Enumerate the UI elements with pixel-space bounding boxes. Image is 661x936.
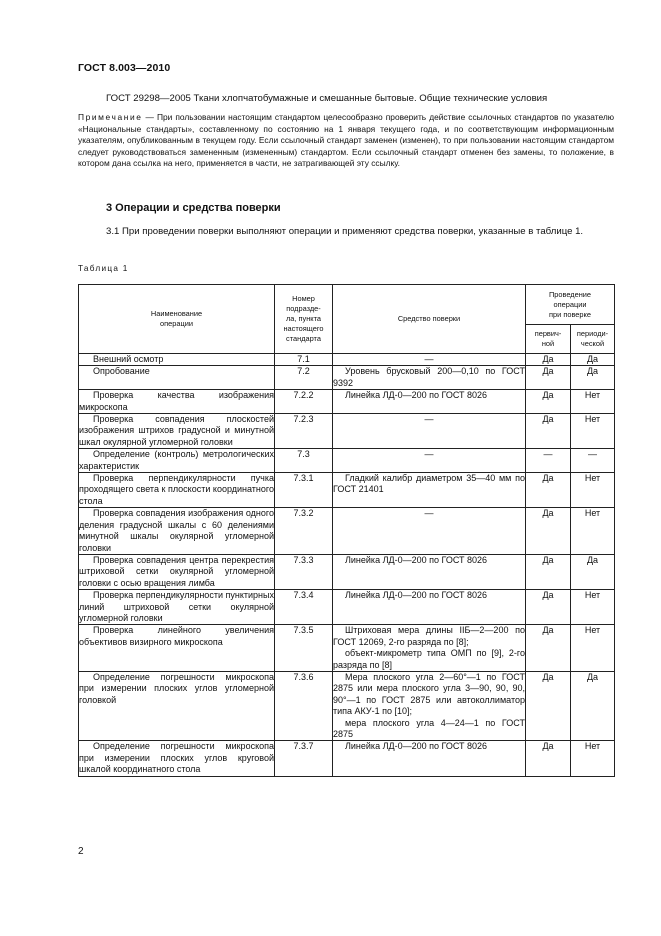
cell-operation — [79, 390, 275, 414]
cell-operation — [79, 554, 275, 589]
means-line: объект-микрометр типа ОМП по [9], 2-го разряда по [8] — [333, 648, 525, 670]
means-line: Мера плоского угла 2—60°—1 по ГОСТ 2875 или мера плоского угла 3—90, 90, 90, 90°—1 по ГОСТ 2875 или автоколлиматор типа АКУ-1 по [10]; — [333, 671, 525, 717]
table-row — [79, 590, 615, 625]
cell-means — [333, 625, 526, 672]
verification-table — [78, 284, 615, 777]
cell-means — [333, 590, 526, 625]
header-periodic-text: периоди- ческой — [576, 329, 609, 348]
header-conduct — [526, 285, 615, 325]
cell-periodic: — — [571, 449, 615, 473]
table-row — [79, 354, 615, 366]
cell-number: 7.3.1 — [275, 473, 333, 508]
cell-periodic: Нет — [571, 741, 615, 776]
cell-periodic: Да — [571, 671, 615, 740]
cell-number: 7.2.2 — [275, 390, 333, 414]
cell-means — [333, 554, 526, 589]
cell-primary: Да — [526, 671, 571, 740]
operation-text: Проверка перпендикулярности пучка проходящего света к плоскости координатного стола — [79, 473, 274, 506]
cell-number: 7.3.6 — [275, 671, 333, 740]
cell-primary: Да — [526, 554, 571, 589]
table-row — [79, 508, 615, 555]
header-primary — [526, 325, 571, 354]
means-line: Гладкий калибр диаметром 35—40 мм по ГОСТ 21401 — [333, 473, 525, 495]
header-primary-text: первич- ной — [534, 329, 562, 348]
cell-means — [333, 449, 526, 473]
cell-periodic: Нет — [571, 590, 615, 625]
cell-primary: Да — [526, 414, 571, 449]
cell-means — [333, 508, 526, 555]
operation-text: Проверка совпадения изображения одного деления градусной шкалы с 60 делениями минутной шкалы окулярной угломерной головки — [79, 508, 274, 553]
cell-operation — [79, 414, 275, 449]
cell-primary: Да — [526, 390, 571, 414]
cell-operation — [79, 508, 275, 555]
table-row — [79, 366, 615, 390]
cell-operation — [79, 366, 275, 390]
header-number-text: Номер подразде- ла, пункта настоящего стандарта — [283, 294, 324, 343]
means-line: мера плоского угла 4—24—1 по ГОСТ 2875 — [333, 717, 525, 739]
page-number: 2 — [78, 846, 84, 857]
header-conduct-text: Проведение операции при поверке — [548, 289, 592, 319]
note-label: Примечание — [78, 112, 143, 122]
table-row — [79, 449, 615, 473]
table-row — [79, 671, 615, 740]
cell-primary: Да — [526, 590, 571, 625]
cell-periodic: Да — [571, 366, 615, 390]
cell-means — [333, 354, 526, 366]
operation-text: Внешний осмотр — [93, 354, 164, 364]
means-line: Линейка ЛД-0—200 по ГОСТ 8026 — [345, 590, 488, 601]
intro-paragraph: 3.1 При проведении поверки выполняют операции и применяют средства поверки, указанные в таблице 1. — [106, 226, 584, 237]
cell-number: 7.3.4 — [275, 590, 333, 625]
cell-number: 7.2.3 — [275, 414, 333, 449]
document-header: ГОСТ 8.003—2010 — [78, 62, 171, 74]
cell-periodic: Да — [571, 354, 615, 366]
cell-operation — [79, 473, 275, 508]
table-caption: Таблица 1 — [78, 264, 129, 273]
cell-operation — [79, 741, 275, 776]
operation-text: Проверка линейного увеличения объективов визирного микроскопа — [79, 625, 274, 647]
header-operation — [79, 285, 275, 354]
cell-number: 7.3.5 — [275, 625, 333, 672]
cell-operation — [79, 671, 275, 740]
cell-periodic: Нет — [571, 508, 615, 555]
reference-standard: ГОСТ 29298—2005 Ткани хлопчатобумажные и смешанные бытовые. Общие технические условия — [106, 93, 548, 104]
cell-periodic: Нет — [571, 414, 615, 449]
means-line: — — [424, 449, 434, 460]
cell-periodic: Нет — [571, 625, 615, 672]
cell-number: 7.3 — [275, 449, 333, 473]
note-text: — При пользовании настоящим стандартом целесообразно проверить действие ссылочных стандартов по указателю «Национальные стандарты», составленному по состоянию на 1 января текущего года, и по соответствующим информационным указателям, опубликованным в текущем году. Если ссылочный стандарт заменен (изменен), то при пользовании настоящим стандартом следует руководствоваться замененным (измененным) стандартом. Если ссылочный стандарт отменен без замены, то положение, в котором дана ссылка на него, применяется в части, не затрагивающей эту ссылку. — [78, 112, 614, 169]
means-line: — — [424, 508, 434, 519]
header-periodic — [571, 325, 615, 354]
means-line: Линейка ЛД-0—200 по ГОСТ 8026 — [345, 741, 488, 752]
note-paragraph — [78, 112, 614, 170]
cell-primary: Да — [526, 366, 571, 390]
operation-text: Проверка совпадения плоскостей изображения штрихов градусной и минутной шкал окулярной угломерной головки — [79, 414, 274, 447]
cell-primary: Да — [526, 625, 571, 672]
cell-means — [333, 473, 526, 508]
cell-primary: Да — [526, 741, 571, 776]
cell-operation — [79, 625, 275, 672]
operation-text: Определение погрешности микроскопа при измерении плоских углов круговой шкалой координатного стола — [79, 741, 274, 775]
table-body — [79, 354, 615, 777]
table-row — [79, 390, 615, 414]
cell-means — [333, 671, 526, 740]
operation-text: Определение погрешности микроскопа при измерении плоских углов угломерной головкой — [79, 671, 274, 705]
table-row — [79, 554, 615, 589]
operation-text: Проверка качества изображения микроскопа — [79, 390, 274, 412]
means-line: Штриховая мера длины IIБ—2—200 по ГОСТ 12069, 2-го разряда по [8]; — [333, 625, 525, 647]
cell-periodic: Да — [571, 554, 615, 589]
table-row — [79, 414, 615, 449]
header-means-text: Средство поверки — [397, 314, 461, 323]
cell-operation — [79, 449, 275, 473]
cell-number: 7.2 — [275, 366, 333, 390]
table-row — [79, 625, 615, 672]
cell-periodic: Нет — [571, 473, 615, 508]
means-line: Уровень брусковый 200—0,10 по ГОСТ 9392 — [333, 366, 525, 388]
cell-number: 7.3.3 — [275, 554, 333, 589]
cell-operation — [79, 590, 275, 625]
means-line: — — [424, 354, 434, 364]
means-line: Линейка ЛД-0—200 по ГОСТ 8026 — [345, 554, 488, 565]
cell-means — [333, 390, 526, 414]
cell-primary: Да — [526, 473, 571, 508]
header-operation-text: Наименование операции — [150, 309, 203, 328]
means-line: — — [424, 414, 434, 425]
means-line: Линейка ЛД-0—200 по ГОСТ 8026 — [345, 390, 488, 401]
cell-number: 7.3.2 — [275, 508, 333, 555]
header-means — [333, 285, 526, 354]
cell-operation — [79, 354, 275, 366]
operation-text: Определение (контроль) метрологических характеристик — [79, 449, 274, 471]
table-row — [79, 473, 615, 508]
cell-means — [333, 741, 526, 776]
header-number — [275, 285, 333, 354]
cell-periodic: Нет — [571, 390, 615, 414]
operation-text: Опробование — [93, 366, 150, 377]
cell-primary: Да — [526, 508, 571, 555]
cell-primary: — — [526, 449, 571, 473]
cell-number: 7.3.7 — [275, 741, 333, 776]
cell-number: 7.1 — [275, 354, 333, 366]
table-row — [79, 741, 615, 776]
section-title: 3 Операции и средства поверки — [106, 202, 281, 214]
cell-means — [333, 414, 526, 449]
operation-text: Проверка перпендикулярности пунктирных линий штриховой сетки окулярной угломерной головки — [79, 590, 274, 623]
cell-primary: Да — [526, 354, 571, 366]
cell-means — [333, 366, 526, 390]
operation-text: Проверка совпадения центра перекрестия штриховой сетки окулярной угломерной головки с осью вращения лимба — [79, 554, 274, 588]
